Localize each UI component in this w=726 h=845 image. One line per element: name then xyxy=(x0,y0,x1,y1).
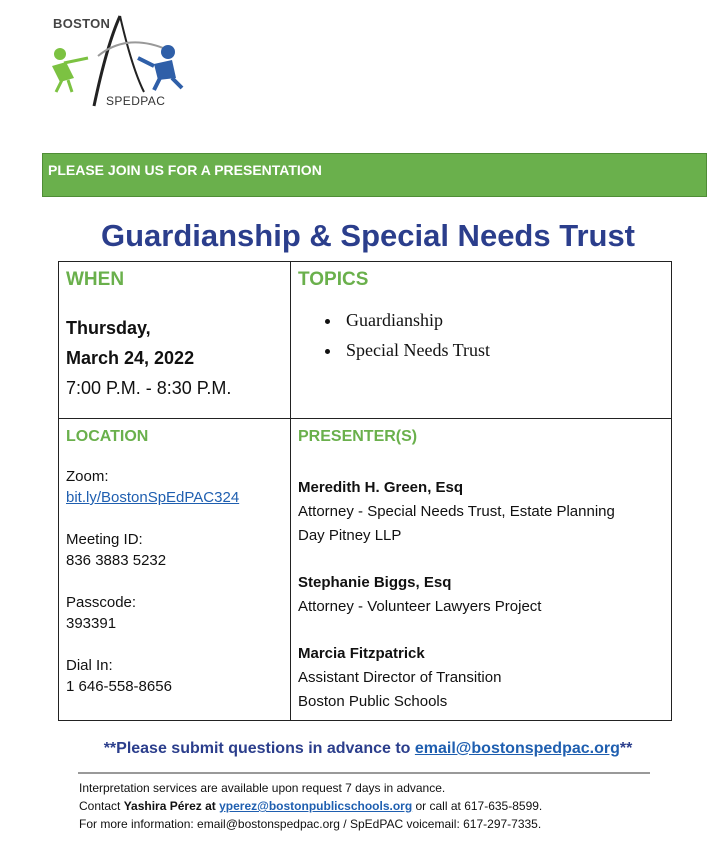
when-heading: WHEN xyxy=(66,269,125,290)
topic-item: • Special Needs Trust xyxy=(342,335,671,365)
presenter-line: Boston Public Schools xyxy=(298,693,448,710)
submit-questions-note xyxy=(0,740,726,758)
passcode-value: 393391 xyxy=(66,615,117,632)
presenter-block xyxy=(298,476,671,548)
presenter-line: Assistant Director of Transition xyxy=(298,669,502,686)
boston-spedpac-logo xyxy=(50,8,200,112)
contact-email-link[interactable]: yperez@bostonpublicschools.org xyxy=(219,799,413,813)
zoom-link[interactable]: bit.ly/BostonSpEdPAC324 xyxy=(66,489,240,506)
presenter-line: Attorney - Volunteer Lawyers Project xyxy=(298,598,542,615)
presenter-line: Attorney - Special Needs Trust, Estate Planning xyxy=(298,503,615,520)
event-time: 7:00 P.M. - 8:30 P.M. xyxy=(66,378,232,398)
topics-heading: TOPICS xyxy=(298,269,369,290)
footer-line-contact xyxy=(79,799,542,813)
logo-top-text: BOSTON xyxy=(53,16,111,31)
presenter-block xyxy=(298,571,671,619)
presenter-name: Marcia Fitzpatrick xyxy=(298,645,425,662)
topics-list xyxy=(298,305,671,365)
topic-item: • Guardianship xyxy=(342,305,671,335)
submit-email-link[interactable]: email@bostonspedpac.org xyxy=(414,740,620,757)
presenters-heading: PRESENTER(S) xyxy=(298,428,418,445)
footer-line-info: For more information: email@bostonspedpac.org / SpEdPAC voicemail: 617-297-7335. xyxy=(79,817,542,831)
presenters-cell xyxy=(291,419,672,721)
presenter-name: Meredith H. Green, Esq xyxy=(298,479,464,496)
presenter-name: Stephanie Biggs, Esq xyxy=(298,574,452,591)
invitation-banner xyxy=(42,153,707,197)
dial-in-number: 1 646-558-8656 xyxy=(66,678,172,695)
passcode-label: Passcode: xyxy=(66,594,137,611)
presenter-line: Day Pitney LLP xyxy=(298,527,402,544)
presenter-block xyxy=(298,642,671,714)
footer-divider xyxy=(78,772,650,774)
logo-bottom-text: SPEDPAC xyxy=(106,94,166,108)
submit-suffix: ** xyxy=(619,740,633,757)
topics-cell xyxy=(291,262,672,419)
event-day: Thursday, xyxy=(66,318,151,338)
banner-text: PLEASE JOIN US FOR A PRESENTATION xyxy=(48,162,322,178)
zoom-label: Zoom: xyxy=(66,468,109,485)
meeting-id-label: Meeting ID: xyxy=(66,531,143,548)
event-details-table xyxy=(58,261,672,721)
when-cell xyxy=(59,262,291,419)
submit-prefix: **Please submit questions in advance to xyxy=(103,740,415,757)
contact-name: Yashira Pérez at xyxy=(123,799,216,813)
footer-line-interpretation: Interpretation services are available upon request 7 days in advance. xyxy=(79,781,446,795)
event-date: March 24, 2022 xyxy=(66,348,195,368)
location-heading: LOCATION xyxy=(66,428,149,445)
meeting-id-value: 836 3883 5232 xyxy=(66,552,167,569)
dial-in-label: Dial In: xyxy=(66,657,113,674)
location-cell xyxy=(59,419,291,721)
contact-suffix: or call at 617-635-8599. xyxy=(412,799,543,813)
page-title: Guardianship & Special Needs Trust xyxy=(100,218,636,253)
contact-prefix: Contact xyxy=(79,799,124,813)
